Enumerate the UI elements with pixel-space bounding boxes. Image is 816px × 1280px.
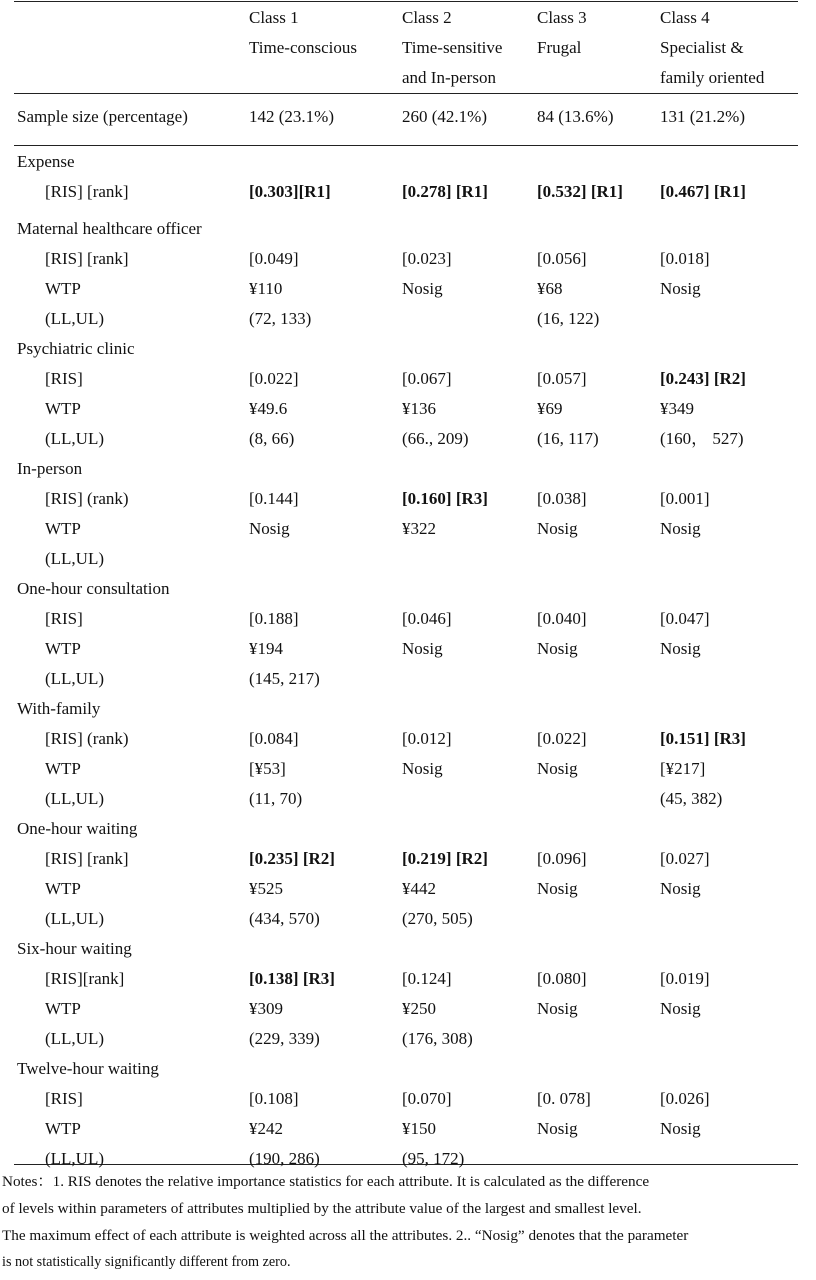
table-cell: ¥309 (249, 999, 283, 1018)
sample-size-value: 142 (23.1%) (249, 107, 334, 126)
sample-size-value: 84 (13.6%) (537, 107, 614, 126)
attribute-name: Twelve-hour waiting (17, 1059, 159, 1078)
row-label: WTP (45, 759, 81, 778)
row-label: WTP (45, 399, 81, 418)
table-cell: Nosig (537, 1119, 578, 1138)
attribute-name: Psychiatric clinic (17, 339, 135, 358)
table-cell: [0.022] (537, 729, 587, 748)
table-cell: [0.160] [R3] (402, 489, 488, 508)
header-rule (14, 93, 798, 94)
table-cell: (72, 133) (249, 309, 312, 328)
table-cell: [0.235] [R2] (249, 849, 335, 868)
table-cell: (434, 570) (249, 909, 320, 928)
class-2-name: Time-sensitive (402, 38, 503, 57)
table-cell: [0.019] (660, 969, 710, 988)
table-cell: (190, 286) (249, 1149, 320, 1168)
attribute-name: One-hour consultation (17, 579, 170, 598)
table-cell: (11, 70) (249, 789, 303, 808)
table-cell: (16, 122) (537, 309, 600, 328)
row-label: WTP (45, 279, 81, 298)
class-4-name-cont: family oriented (660, 68, 765, 87)
notes-line-4: is not statistically significantly different from zero. (2, 1254, 291, 1270)
table-cell: Nosig (402, 759, 443, 778)
table-cell: [0.151] [R3] (660, 729, 746, 748)
row-label: (LL,UL) (45, 789, 105, 808)
row-label: WTP (45, 639, 81, 658)
table-cell: [0.047] (660, 609, 710, 628)
row-label: (LL,UL) (45, 669, 105, 688)
table-cell: ¥525 (249, 879, 283, 898)
table-cell: ¥150 (402, 1119, 436, 1138)
table-cell: [0.108] (249, 1089, 299, 1108)
attribute-name: Six-hour waiting (17, 939, 132, 958)
table-cell: Nosig (660, 999, 701, 1018)
table-cell: Nosig (537, 759, 578, 778)
table-cell: [0.243] [R2] (660, 369, 746, 388)
table-cell: [0.022] (249, 369, 299, 388)
table-cell: [0.040] (537, 609, 587, 628)
table-cell: [0.124] (402, 969, 452, 988)
row-label: [RIS] [rank] (45, 249, 129, 268)
row-label: (LL,UL) (45, 309, 105, 328)
table-cell: [0.012] (402, 729, 452, 748)
table-cell: ¥68 (537, 279, 563, 298)
row-label: [RIS] (rank) (45, 729, 129, 748)
table-cell: ¥49.6 (249, 399, 288, 418)
table-cell: [¥53] (249, 759, 286, 778)
table-cell: ¥194 (249, 639, 283, 658)
table-cell: [0.001] (660, 489, 710, 508)
table-cell: (16, 117) (537, 429, 599, 448)
table-cell: [0.023] (402, 249, 452, 268)
top-rule (14, 1, 798, 2)
table-cell: Nosig (660, 519, 701, 538)
class-3-number: Class 3 (537, 8, 587, 27)
row-label: (LL,UL) (45, 1029, 105, 1048)
table-cell: [0.188] (249, 609, 299, 628)
row-label: [RIS] (45, 369, 83, 388)
notes-line-1: Notes：1. RIS denotes the relative importance statistics for each attribute. It is calculated as the difference (2, 1173, 650, 1190)
table-cell: [0. 078] (537, 1089, 591, 1108)
table-cell: Nosig (660, 279, 701, 298)
table-cell: [0.144] (249, 489, 299, 508)
class-4-number: Class 4 (660, 8, 710, 27)
table-cell: [0.303][R1] (249, 182, 331, 201)
class-2-name-cont: and In-person (402, 68, 496, 87)
table-notes (2, 1168, 812, 1276)
table-cell: [0.049] (249, 249, 299, 268)
attribute-name: With-family (17, 699, 101, 718)
table-cell: [0.138] [R3] (249, 969, 335, 988)
table-cell: [0.070] (402, 1089, 452, 1108)
row-label: (LL,UL) (45, 909, 105, 928)
table-cell: [0.096] (537, 849, 587, 868)
sample-size-value: 131 (21.2%) (660, 107, 745, 126)
table-cell: [0.084] (249, 729, 299, 748)
table-cell: Nosig (402, 639, 443, 658)
class-4-name: Specialist & (660, 38, 744, 57)
table-cell: [0.018] (660, 249, 710, 268)
table-cell: Nosig (537, 519, 578, 538)
attribute-name: Maternal healthcare officer (17, 219, 202, 238)
table-cell: Nosig (660, 879, 701, 898)
row-label: [RIS] [rank] (45, 849, 129, 868)
class-3-name: Frugal (537, 38, 582, 57)
table-cell: (95, 172) (402, 1149, 465, 1168)
class-1-name: Time-conscious (249, 38, 357, 57)
class-1-number: Class 1 (249, 8, 299, 27)
table-cell: (145, 217) (249, 669, 320, 688)
table-cell: ¥250 (402, 999, 436, 1018)
table-cell: ¥349 (660, 399, 694, 418)
notes-line-2: of levels within parameters of attributes multiplied by the attribute value of the largest and smallest level. (2, 1200, 642, 1217)
table-cell: Nosig (537, 639, 578, 658)
table-cell: Nosig (402, 279, 443, 298)
sample-size-value: 260 (42.1%) (402, 107, 487, 126)
table-cell: [0.219] [R2] (402, 849, 488, 868)
table-cell: (270, 505) (402, 909, 473, 928)
table-cell: Nosig (249, 519, 290, 538)
table-cell: [0.026] (660, 1089, 710, 1108)
sample-rule (14, 145, 798, 146)
table-cell: (229, 339) (249, 1029, 320, 1048)
table-cell: ¥136 (402, 399, 436, 418)
attribute-name: Expense (17, 152, 75, 171)
table-cell: ¥69 (537, 399, 563, 418)
row-label: (LL,UL) (45, 549, 105, 568)
row-label: (LL,UL) (45, 429, 105, 448)
table-cell: Nosig (660, 639, 701, 658)
table-cell: [¥217] (660, 759, 706, 778)
table-cell: (8, 66) (249, 429, 295, 448)
table-cell: Nosig (537, 999, 578, 1018)
notes-line-3: The maximum effect of each attribute is weighted across all the attributes. 2.. “Nosig” denotes that the parameter (2, 1227, 689, 1244)
class-2-number: Class 2 (402, 8, 452, 27)
table-cell: Nosig (537, 879, 578, 898)
row-label: [RIS] (45, 1089, 83, 1108)
table-cell: ¥242 (249, 1119, 283, 1138)
table-cell: [0.080] (537, 969, 587, 988)
row-label: WTP (45, 1119, 81, 1138)
attribute-name: One-hour waiting (17, 819, 138, 838)
table-cell: [0.067] (402, 369, 452, 388)
table-cell: Nosig (660, 1119, 701, 1138)
table-cell: (66., 209) (402, 429, 469, 448)
table-cell: [0.532] [R1] (537, 182, 623, 201)
table-cell: [0.038] (537, 489, 587, 508)
table-cell: [0.027] (660, 849, 710, 868)
table-cell: [0.467] [R1] (660, 182, 746, 201)
row-label: WTP (45, 999, 81, 1018)
table-cell: ¥110 (249, 279, 283, 298)
row-label: [RIS] [rank] (45, 182, 129, 201)
table-cell: [0.056] (537, 249, 587, 268)
row-label: (LL,UL) (45, 1149, 105, 1168)
row-label: [RIS][rank] (45, 969, 125, 988)
attribute-name: In-person (17, 459, 83, 478)
table-cell: ¥442 (402, 879, 436, 898)
sample-size-label: Sample size (percentage) (17, 107, 188, 126)
table-cell: [0.278] [R1] (402, 182, 488, 201)
table-cell: ¥322 (402, 519, 436, 538)
table-cell: (45, 382) (660, 789, 723, 808)
row-label: WTP (45, 879, 81, 898)
table-cell: (160， 527) (660, 429, 744, 448)
table-cell: [0.057] (537, 369, 587, 388)
row-label: [RIS] (rank) (45, 489, 129, 508)
row-label: [RIS] (45, 609, 83, 628)
table-cell: [0.046] (402, 609, 452, 628)
row-label: WTP (45, 519, 81, 538)
table-cell: (176, 308) (402, 1029, 473, 1048)
